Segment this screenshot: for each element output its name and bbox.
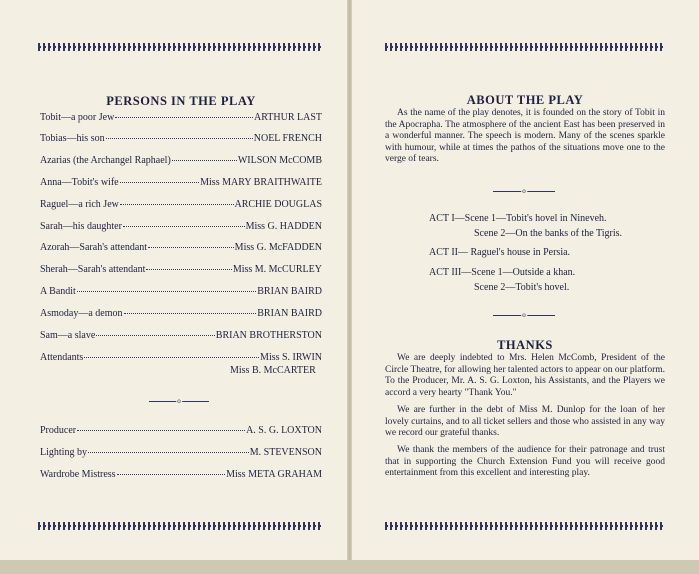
leader-dots [88, 452, 249, 453]
ornament-mark: o [177, 397, 181, 405]
role: Attendants [40, 352, 84, 363]
leader-dots [124, 313, 257, 314]
role: Tobias—his son [40, 133, 105, 144]
role: Asmoday—a demon [40, 308, 123, 319]
cast-row [40, 199, 322, 211]
leader-dots [117, 474, 226, 475]
thanks-paragraph: We thank the members of the audience for their patronage and trust that in supporting the Church Extension Fund you will receive good entertainment from this excellent and interesting play. [385, 445, 665, 479]
cast-row [40, 308, 322, 320]
top-border-left [38, 43, 322, 51]
ornament-divider [493, 312, 555, 318]
cast-row [40, 221, 322, 233]
cast-row [40, 352, 322, 364]
leader-dots [120, 204, 234, 205]
actor: Miss MARY BRAITHWAITE [200, 177, 322, 188]
leader-dots [96, 335, 215, 336]
act-line: ACT I—Scene 1—Tobit's hovel in Nineveh. [429, 213, 607, 224]
top-border-right [385, 43, 665, 51]
actor: BRIAN BAIRD [257, 308, 322, 319]
cast-row [40, 264, 322, 276]
cast-row [40, 133, 322, 145]
role: Sam—a slave [40, 330, 96, 341]
cast-row [40, 330, 322, 342]
role: Azorah—Sarah's attendant [40, 242, 148, 253]
ornament-mark: o [522, 187, 526, 195]
role: Sherah—Sarah's attendant [40, 264, 146, 275]
role: Anna—Tobit's wife [40, 177, 119, 188]
right-page [351, 0, 699, 574]
actor: Miss M. McCURLEY [232, 264, 322, 275]
leader-dots [115, 117, 253, 118]
cast-row [40, 155, 322, 167]
role: Tobit—a poor Jew [40, 112, 115, 123]
role: Azarias (the Archangel Raphael) [40, 155, 171, 166]
cast-row [40, 112, 322, 124]
role: Sarah—his daughter [40, 221, 122, 232]
ornament-divider [493, 188, 555, 194]
leader-dots [77, 291, 256, 292]
actor: ARTHUR LAST [253, 112, 322, 123]
actor: Miss G. McFADDEN [234, 242, 322, 253]
act-line: ACT III—Scene 1—Outside a khan. [429, 267, 576, 278]
crew-row [40, 447, 322, 459]
attendant-second: Miss B. McCARTER [230, 365, 316, 376]
about-text: As the name of the play denotes, it is founded on the story of Tobit in the Apocrapha. The atmosphere of the ancient East has been preserved in a wonderful manner. The speech is modern. Many of the scenes sparkle with humour, while at times the pathos of the situations move one to the verge of tears. [385, 108, 665, 165]
role: A Bandit [40, 286, 76, 297]
actor: Miss S. IRWIN [260, 352, 322, 363]
left-page [0, 0, 349, 574]
actor: ARCHIE DOUGLAS [234, 199, 322, 210]
act-line: Scene 2—On the banks of the Tigris. [474, 228, 623, 239]
leader-dots [172, 160, 237, 161]
page-edge [0, 560, 699, 574]
about-heading: ABOUT THE PLAY [466, 93, 584, 107]
bottom-border-right [385, 522, 665, 530]
role: Lighting by [40, 447, 87, 458]
leader-dots [106, 138, 253, 139]
leader-dots [148, 247, 234, 248]
actor: WILSON McCOMB [237, 155, 322, 166]
thanks-paragraph: We are further in the debt of Miss M. Dunlop for the loan of her lovely curtains, and to all ticket sellers and those who assisted in any way we record our grateful thanks. [385, 405, 665, 439]
ornament-divider [149, 398, 209, 404]
role: Producer [40, 425, 77, 436]
actor: M. STEVENSON [249, 447, 322, 458]
cast-row [40, 177, 322, 189]
actor: A. S. G. LOXTON [246, 425, 322, 436]
actor: Miss G. HADDEN [245, 221, 322, 232]
cast-row [40, 242, 322, 254]
leader-dots [77, 430, 245, 431]
leader-dots [123, 226, 245, 227]
bottom-border-left [38, 522, 322, 530]
role: Raguel—a rich Jew [40, 199, 119, 210]
ornament-mark: o [522, 311, 526, 319]
persons-heading: PERSONS IN THE PLAY [106, 94, 256, 108]
thanks-heading: THANKS [497, 338, 553, 352]
leader-dots [146, 269, 231, 270]
actor: NOEL FRENCH [253, 133, 322, 144]
crew-row [40, 425, 322, 437]
leader-dots [84, 357, 259, 358]
cast-row [40, 286, 322, 298]
act-line: ACT II— Raguel's house in Persia. [429, 247, 571, 258]
thanks-paragraph: We are deeply indebted to Mrs. Helen McComb, President of the Circle Theatre, for allowing her talented actors to appear on our platform. To the Producer, Mr. A. S. G. Loxton, his Assistants, and the Players we accord a very hearty "Thank You." [385, 353, 665, 398]
crew-row [40, 469, 322, 481]
actor: BRIAN BAIRD [257, 286, 322, 297]
leader-dots [120, 182, 200, 183]
role: Wardrobe Mistress [40, 469, 116, 480]
actor: Miss META GRAHAM [226, 469, 322, 480]
act-line: Scene 2—Tobit's hovel. [474, 282, 570, 293]
actor: BRIAN BROTHERSTON [215, 330, 322, 341]
